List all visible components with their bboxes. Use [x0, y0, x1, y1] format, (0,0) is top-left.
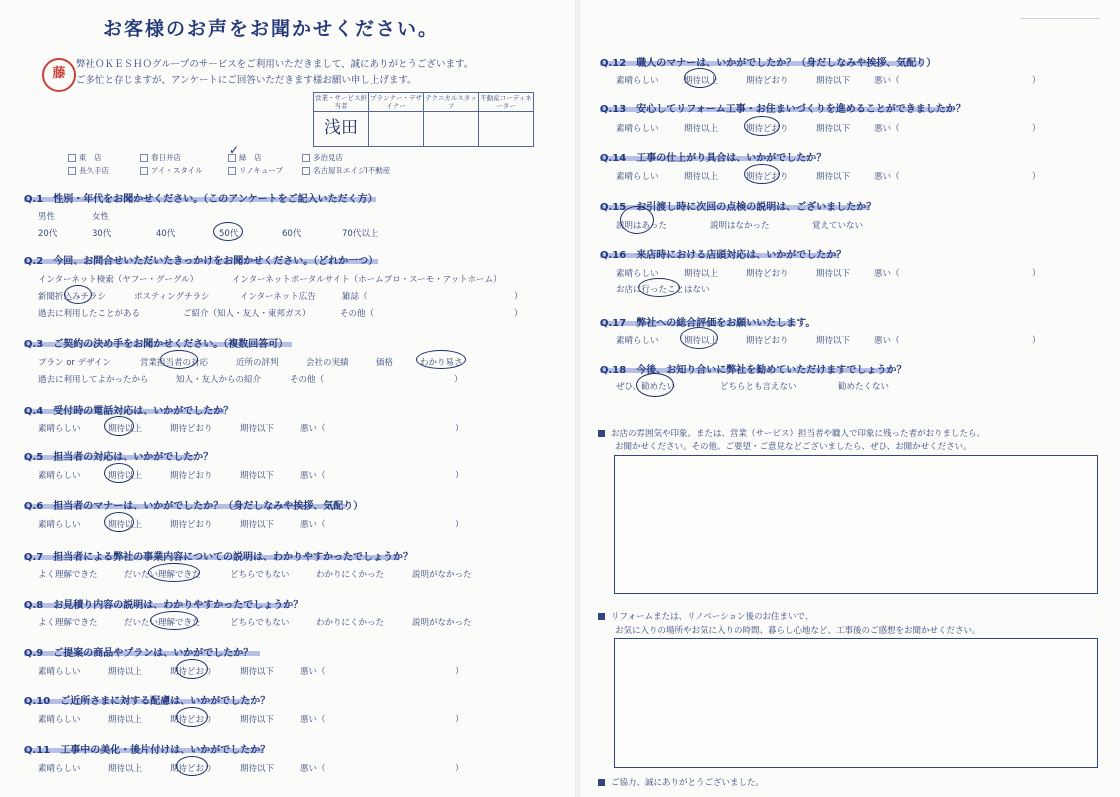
option[interactable]: 説明がなかった [412, 618, 472, 628]
option[interactable]: 期待以上 [108, 764, 143, 774]
option-paren: ） [455, 424, 464, 434]
staff-header-planner: プランナー・デザイナー [370, 94, 422, 110]
staff-signature: 浅田 [324, 117, 358, 138]
option[interactable]: 素晴らしい [38, 424, 81, 434]
question-2: Q.2 今回、お問合せいただいたきっかけをお聞かせください。（どれか一つ） [24, 256, 379, 267]
option[interactable]: 70代以上 [342, 229, 379, 239]
answer-circle [148, 563, 200, 582]
option-paren: ） [514, 292, 523, 302]
option[interactable]: 悪い（ [300, 667, 326, 677]
option-paren: ） [1032, 172, 1041, 182]
option[interactable]: 素晴らしい [616, 172, 659, 182]
option[interactable]: 期待以上 [684, 269, 719, 279]
answer-circle [64, 285, 92, 304]
option[interactable]: 期待以下 [816, 76, 851, 86]
option[interactable]: 女性 [92, 212, 110, 222]
option[interactable]: 期待どおり [746, 336, 789, 346]
staff-technical-cell [424, 112, 479, 147]
question-14: Q.14 工事の仕上がり具合は、いかがでしたか？ [600, 153, 827, 164]
option[interactable]: お店に行ったことはない [616, 285, 710, 295]
option[interactable]: 期待以上 [684, 124, 719, 134]
option[interactable]: 説明はあった [616, 221, 667, 231]
option[interactable]: 悪い（ [300, 424, 326, 434]
option[interactable]: 素晴らしい [38, 520, 81, 530]
option[interactable]: 説明がなかった [412, 570, 472, 580]
answer-circle [638, 278, 680, 297]
closing-text: ご協力、誠にありがとうございました。 [611, 778, 765, 788]
option[interactable]: 期待以下 [240, 715, 275, 725]
option[interactable]: その他（ [290, 375, 325, 385]
option[interactable]: ご紹介（知人・友人・東邦ガス） [183, 309, 311, 319]
option[interactable]: 期待以下 [240, 424, 275, 434]
option-paren: ） [455, 715, 464, 725]
option[interactable]: 過去に利用したことがある [38, 309, 141, 319]
answer-circle [620, 206, 654, 234]
option[interactable]: 期待以上 [108, 471, 143, 481]
feedback-prompt-1-line2: お聞かせください。その他、ご要望・ご意見などございましたら、ぜひ、お聞かせください。 [615, 442, 972, 452]
staff-realestate-cell [479, 112, 534, 147]
option[interactable]: インターネット広告 [240, 292, 316, 302]
option[interactable]: よく理解できた [38, 618, 98, 628]
square-bullet-icon [598, 613, 605, 620]
option[interactable]: 期待以下 [240, 764, 275, 774]
option[interactable]: 悪い（ [874, 269, 900, 279]
intro-line-1: 弊社ＯＫＥＳＨＯグループのサービスをご利用いただきまして、誠にありがとうございます。 [76, 59, 474, 70]
checkbox-icon [68, 154, 76, 162]
option[interactable]: 悪い（ [874, 172, 900, 182]
option[interactable]: 男性 [38, 212, 56, 222]
option[interactable]: 期待以下 [240, 471, 275, 481]
answer-circle [150, 611, 198, 630]
checkbox-icon [140, 167, 148, 175]
option[interactable]: 素晴らしい [616, 269, 659, 279]
option[interactable]: 期待どおり [170, 424, 213, 434]
option[interactable]: どちらでもない [230, 618, 290, 628]
store-label: 多治見店 [313, 153, 343, 162]
store-option[interactable] [302, 165, 390, 176]
option[interactable]: ぜひ、勧めたい [616, 382, 676, 392]
store-option[interactable] [140, 165, 203, 176]
answer-circle [213, 222, 243, 241]
question-5: Q.5 担当者の対応は、いかがでしたか？ [24, 452, 214, 463]
store-label: 春日井店 [151, 153, 181, 162]
option[interactable]: 悪い（ [874, 124, 900, 134]
staff-header-technical: テクニカルスタッフ [425, 94, 477, 110]
staff-table [313, 92, 534, 147]
store-label: アイ・スタイル [151, 166, 203, 175]
option-paren: ） [454, 375, 463, 385]
option[interactable]: 期待どおり [170, 764, 213, 774]
option[interactable]: わかりにくかった [316, 570, 385, 580]
staff-planner-cell [369, 112, 424, 147]
option-paren: ） [455, 520, 464, 530]
intro-line-2: ご多忙と存じますが、アンケートにご回答いただきます様お願い申し上げます。 [76, 75, 417, 86]
option[interactable]: 知人・友人からの紹介 [176, 375, 262, 385]
store-label: リノキューブ [239, 166, 284, 175]
option[interactable]: 期待以下 [816, 336, 851, 346]
feedback-prompt-2 [598, 610, 813, 622]
option[interactable]: 期待以下 [816, 172, 851, 182]
option[interactable]: 60代 [282, 229, 302, 239]
page-title: お客様のお声をお聞かせください。 [103, 18, 440, 40]
question-18: Q.18 今後、お知り合いに弊社を勧めていただけますでしょうか？ [600, 365, 907, 376]
option[interactable]: 期待どおり [746, 269, 789, 279]
option[interactable]: 素晴らしい [616, 336, 659, 346]
store-label: 名古屋ＲエイジI不動産 [313, 166, 391, 175]
option-paren: ） [1032, 336, 1041, 346]
option[interactable]: 期待以上 [108, 667, 143, 677]
option-paren: ） [455, 764, 464, 774]
closing-message [598, 776, 764, 788]
option[interactable]: 30代 [92, 229, 112, 239]
option[interactable]: 悪い（ [874, 76, 900, 86]
option[interactable]: 悪い（ [300, 471, 326, 481]
feedback-textarea-2[interactable] [614, 638, 1098, 768]
option[interactable]: 期待どおり [746, 76, 789, 86]
answer-circle [744, 116, 780, 136]
option[interactable]: 説明はなかった [710, 221, 770, 231]
answer-circle [160, 350, 198, 369]
question-3: Q.3 ご契約の決め手をお聞かせください。（複数回答可） [24, 339, 289, 350]
option[interactable]: 雑誌（ [342, 292, 368, 302]
option[interactable]: どちらとも言えない [720, 382, 797, 392]
seal-stamp: 藤 [42, 58, 76, 92]
option[interactable]: 過去に利用してよかったから [38, 375, 149, 385]
option[interactable]: ポスティングチラシ [134, 292, 210, 302]
option[interactable]: 期待以上 [108, 424, 143, 434]
option[interactable]: 期待以上 [684, 76, 719, 86]
answer-circle [684, 68, 719, 88]
question-16: Q.16 来店時における店頭対応は、いかがでしたか？ [600, 250, 847, 261]
question-7: Q.7 担当者による弊社の事業内容についての説明は、わかりやすかったでしょうか？ [24, 552, 414, 563]
option[interactable]: 期待以下 [816, 269, 851, 279]
option[interactable]: だいたい理解できた [124, 570, 201, 580]
option[interactable]: 悪い（ [300, 520, 326, 530]
store-label: 緑 店 [239, 153, 262, 162]
option[interactable]: 期待以上 [108, 520, 143, 530]
question-11: Q.11 工事中の美化・後片付けは、いかがでしたか？ [24, 745, 271, 756]
staff-signature-cell [314, 112, 369, 147]
checkbox-icon [228, 167, 236, 175]
question-8: Q.8 お見積り内容の説明は、わかりやすかったでしょうか？ [24, 600, 304, 611]
option-paren: ） [1032, 76, 1041, 86]
store-label: 長久手店 [79, 166, 109, 175]
scan-line [1020, 18, 1100, 19]
question-15: Q.15 お引渡し時に次回の点検の説明は、ございましたか？ [600, 202, 877, 213]
question-6: Q.6 担当者のマナーは、いかがでしたか？（身だしなみや挨拶、気配り） [24, 501, 364, 512]
staff-header-realestate: 不動産コーディネーター [480, 94, 532, 110]
checkbox-icon [302, 154, 310, 162]
option[interactable]: どちらでもない [230, 570, 290, 580]
answer-circle [104, 416, 134, 436]
square-bullet-icon [598, 430, 605, 437]
option-paren: ） [1032, 124, 1041, 134]
feedback-prompt-2-line2: お気に入りの場所やお気に入りの時間、暮らし心地など、工事後のご感想をお聞かせください。 [615, 626, 981, 636]
feedback-prompt-1 [598, 427, 985, 439]
option[interactable]: 期待以上 [684, 172, 719, 182]
answer-circle [104, 463, 134, 483]
question-1: Q.1 性別・年代をお聞かせください。（このアンケートをご記入いただく方） [24, 194, 378, 205]
option[interactable]: プラン or デザイン [38, 358, 112, 368]
store-label: 東 店 [79, 153, 102, 162]
answer-circle [636, 373, 674, 397]
answer-circle [176, 659, 208, 679]
staff-header-sales: 営業・サービス担当者 [315, 94, 367, 110]
answer-circle [176, 707, 208, 727]
answer-circle [416, 350, 466, 369]
option[interactable]: 会社の実績 [306, 358, 349, 368]
option[interactable]: その他（ [340, 309, 375, 319]
option[interactable]: 素晴らしい [616, 76, 659, 86]
store-option[interactable] [68, 152, 102, 163]
checkmark-icon: ✓ [229, 143, 240, 157]
store-option[interactable] [140, 152, 181, 163]
option[interactable]: 期待どおり [170, 715, 213, 725]
option[interactable]: 期待どおり [170, 520, 213, 530]
option[interactable]: 営業担当者の対応 [140, 358, 209, 368]
option[interactable]: 素晴らしい [616, 124, 659, 134]
checkbox-icon [140, 154, 148, 162]
store-option[interactable] [68, 165, 109, 176]
checkbox-icon [302, 167, 310, 175]
option[interactable]: 期待どおり [746, 172, 789, 182]
survey-right-page [580, 0, 1120, 797]
option[interactable]: 悪い（ [300, 764, 326, 774]
option-paren: ） [1032, 269, 1041, 279]
option[interactable]: 素晴らしい [38, 667, 81, 677]
option[interactable]: 期待以上 [108, 715, 143, 725]
feedback-prompt-1-line1: お店の雰囲気や印象。または、営業（サービス）担当者や職人で印象に残った者がおりましたら、 [611, 429, 986, 439]
question-12: Q.12 職人のマナーは、いかがでしたか？（身だしなみや挨拶、気配り） [600, 58, 937, 69]
option[interactable]: わかり易さ [420, 358, 463, 368]
option[interactable]: 覚えていない [812, 221, 864, 231]
option[interactable]: 50代 [219, 229, 239, 239]
answer-circle [680, 327, 718, 349]
option[interactable]: 悪い（ [300, 715, 326, 725]
option[interactable]: 期待以下 [240, 520, 275, 530]
square-bullet-icon [598, 779, 605, 786]
question-13: Q.13 安心してリフォーム工事・お住まいづくりを進めることができましたか？ [600, 104, 966, 115]
answer-circle [176, 756, 208, 776]
store-option[interactable] [228, 165, 283, 176]
checkbox-icon [68, 167, 76, 175]
question-10: Q.10 ご近所さまに対する配慮は、いかがでしたか？ [24, 696, 271, 707]
option[interactable]: インターネットポータルサイト（ホームプロ・スーモ・アットホーム） [232, 275, 502, 285]
option[interactable]: 素晴らしい [38, 764, 81, 774]
option-paren: ） [514, 309, 523, 319]
option-paren: ） [455, 667, 464, 677]
option[interactable]: 期待以下 [816, 124, 851, 134]
option[interactable]: 40代 [156, 229, 176, 239]
option[interactable]: 悪い（ [874, 336, 900, 346]
option[interactable]: わかりにくかった [316, 618, 385, 628]
option[interactable]: 期待以上 [684, 336, 719, 346]
option[interactable]: 素晴らしい [38, 715, 81, 725]
option[interactable]: 期待どおり [170, 471, 213, 481]
question-17: Q.17 弊社への総合評価をお願いいたします。 [600, 318, 816, 329]
answer-circle [104, 512, 134, 532]
option[interactable]: だいたい理解できた [124, 618, 201, 628]
option[interactable]: 素晴らしい [38, 471, 81, 481]
option[interactable]: 期待どおり [746, 124, 789, 134]
option[interactable]: 新聞折込みチラシ [38, 292, 107, 302]
feedback-prompt-2-line1: リフォームまたは、リノベーション後のお住まいで、 [611, 612, 814, 622]
answer-circle [744, 164, 780, 184]
option[interactable]: よく理解できた [38, 570, 98, 580]
option[interactable]: 近所の評判 [236, 358, 279, 368]
option-paren: ） [455, 471, 464, 481]
option[interactable]: 期待以下 [240, 667, 275, 677]
option[interactable]: インターネット検索（ヤフー・グーグル） [38, 275, 199, 285]
store-option[interactable] [302, 152, 343, 163]
question-9: Q.9 ご提案の商品やプランは、いかがでしたか？ [24, 648, 254, 659]
feedback-textarea-1[interactable] [614, 455, 1098, 594]
question-4: Q.4 受付時の電話対応は、いかがでしたか？ [24, 406, 234, 417]
option[interactable]: 価格 [376, 358, 394, 368]
option[interactable]: 期待どおり [170, 667, 213, 677]
option[interactable]: 勧めたくない [838, 382, 890, 392]
option[interactable]: 20代 [38, 229, 58, 239]
